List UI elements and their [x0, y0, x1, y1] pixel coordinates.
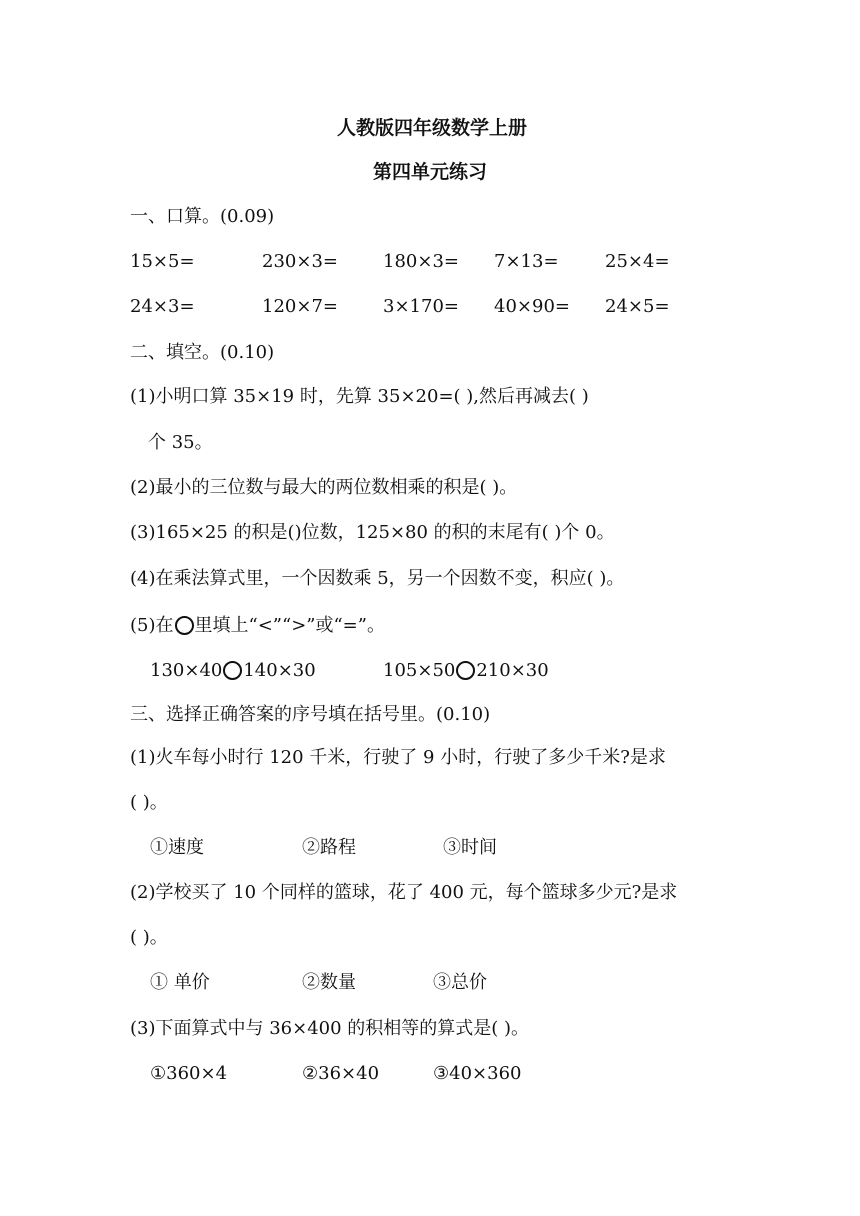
section-3-heading: 三、选择正确答案的序号填在括号里。(0.10) [130, 704, 491, 725]
choice-option: ①速度 [150, 837, 204, 858]
section-1-heading: 一、口算。(0.09) [130, 206, 275, 227]
choice-question-1-cont: ( )。 [130, 792, 168, 813]
calc-item: 7×13= [494, 251, 559, 272]
compare-item-1: 130×40 140×30 [150, 660, 316, 681]
fill-question-5-post: 里填上“<”“>”或“=”。 [194, 615, 385, 636]
choice-option: ②36×40 [302, 1063, 380, 1084]
calc-item: 120×7= [262, 296, 338, 317]
calc-item: 24×3= [130, 296, 195, 317]
fill-question-1: (1)小明口算 35×19 时，先算 35×20=( ),然后再减去( ) [130, 386, 589, 407]
calc-item: 40×90= [494, 296, 570, 317]
choice-question-2-cont: ( )。 [130, 927, 168, 948]
page-title: 人教版四年级数学上册 [337, 117, 528, 139]
choice-option: ③时间 [443, 837, 497, 858]
calc-item: 25×4= [605, 251, 670, 272]
choice-option: ②路程 [302, 837, 356, 858]
calc-item: 230×3= [262, 251, 338, 272]
choice-option: ① 单价 [150, 972, 210, 993]
choice-option: ①360×4 [150, 1063, 228, 1084]
section-2-heading: 二、填空。(0.10) [130, 342, 275, 363]
choice-option: ③40×360 [433, 1063, 522, 1084]
circle-icon [175, 616, 194, 635]
calc-item: 15×5= [130, 251, 195, 272]
fill-question-5-pre: (5)在 [130, 615, 174, 636]
fill-question-1-cont: 个 35。 [148, 432, 213, 453]
choice-question-3: (3)下面算式中与 36×400 的积相等的算式是( )。 [130, 1018, 530, 1039]
fill-question-5 [130, 614, 385, 638]
compare-item-2: 105×50 210×30 [383, 660, 549, 681]
compare-circle-input[interactable] [223, 661, 242, 680]
calc-item: 3×170= [383, 296, 459, 317]
choice-question-2: (2)学校买了 10 个同样的篮球，花了 400 元，每个篮球多少元?是求 [130, 882, 678, 903]
compare-circle-input[interactable] [456, 661, 475, 680]
calc-item: 180×3= [383, 251, 459, 272]
choice-option: ③总价 [433, 972, 487, 993]
choice-question-1: (1)火车每小时行 120 千米，行驶了 9 小时，行驶了多少千米?是求 [130, 747, 666, 768]
fill-question-3: (3)165×25 的积是()位数，125×80 的积的末尾有( )个 0。 [130, 522, 615, 543]
fill-question-2: (2)最小的三位数与最大的两位数相乘的积是( )。 [130, 477, 518, 498]
page-subtitle: 第四单元练习 [373, 161, 488, 183]
fill-question-4: (4)在乘法算式里，一个因数乘 5，另一个因数不变，积应( )。 [130, 568, 625, 589]
calc-item: 24×5= [605, 296, 670, 317]
choice-option: ②数量 [302, 972, 356, 993]
